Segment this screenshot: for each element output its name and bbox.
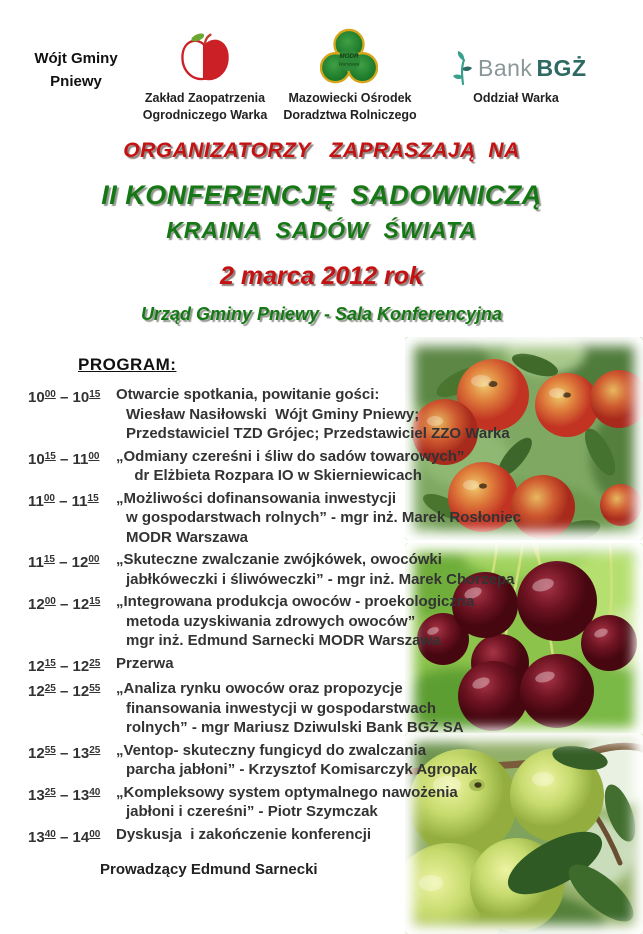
program-item-description [116,385,588,444]
zzo-caption [136,90,274,124]
bgz-brand-abbr: BGŻ [536,54,587,81]
program-item-description [116,825,588,848]
program-item-line: „Skuteczne zwalczanie zwójkówek, owocówki [116,551,442,568]
program-item [28,783,588,822]
program-item-description [116,447,588,486]
zzo-caption-line1: Zakład Zaopatrzenia [144,91,266,105]
program-heading: PROGRAM: [78,355,177,374]
venue-title: Urząd Gminy Pniewy - Sala Konferencyjna [140,304,503,324]
program-item-line: rolnych” - mgr Mariusz Dziwulski Bank BGŻ SA [126,719,464,736]
program-item [28,679,588,738]
modr-inner-text2: Warszawa [338,61,360,67]
program-item-line: MODR Warszawa [126,528,248,546]
program-item-line: „Kompleksowy system optymalnego nawożenia [116,783,458,801]
program-item [28,385,588,444]
host-line: Prowadzący Edmund Sarnecki [100,861,318,878]
modr-caption [280,90,420,124]
date-title: 2 marca 2012 rok [220,262,423,290]
program-item-time: $11^{15} - 12^{00}$ [28,554,100,571]
program-item-time: $12^{25} - 12^{55}$ [28,683,101,700]
program-item-description [116,489,588,548]
bgz-logo [452,50,587,86]
program-item [28,741,588,780]
zzo-caption-line2: Ogrodniczego Warka [142,108,268,122]
bgz-sprout-icon [452,50,474,86]
program-item-description [116,679,588,738]
program-item-description [116,654,588,677]
program-list [28,385,588,847]
bgz-brand-word: Bank [478,54,533,81]
program-item [28,825,588,848]
program-item-line: Wiesław Nasiłowski Wójt Gminy Pniewy; [126,405,420,423]
program-item-line: „Możliwości dofinansowania inwestycji [116,489,397,507]
program-item-line: Dyskusja i zakończenie konferencji [116,825,372,843]
program-item-line: dr Elżbieta Rozpara IO w Skierniewicach [126,467,422,484]
program-item-line: mgr inż. Edmund Sarnecki MODR Warszawa [126,632,441,649]
program-item-description [116,783,588,822]
left-organizer-line1: Wójt Gminy [34,50,118,67]
left-organizer-title [16,47,136,93]
program-item-description [116,741,588,780]
program-item-line: jabłkóweczki i śliwóweczki” - mgr inż. Marek Chorzepa [126,570,515,588]
program-item [28,489,588,548]
program-item-description [116,592,588,651]
program-item-line: parcha jabłoni” - Krzysztof Komisarczyk Agropak [126,761,478,778]
conference-title: II KONFERENCJĘ SADOWNICZĄ [101,180,542,210]
program-item [28,447,588,486]
program-item-time: $12^{55} - 13^{25}$ [28,744,101,762]
theme-title: KRAINA SADÓW ŚWIATA [166,217,477,243]
program-item-time: $13^{40} - 14^{00}$ [28,828,101,846]
modr-inner-text1: MODR [339,53,359,60]
program-item-line: „Ventop- skuteczny fungicyd do zwalczania [116,741,427,759]
program-item [28,654,588,677]
program-item-time: $11^{00} - 11^{15}$ [28,492,99,510]
program-item-line: w gospodarstwach rolnych” - mgr inż. Marek Rosłoniec [126,509,522,526]
program-item-line: Otwarcie spotkania, powitanie gości: [116,386,380,403]
program-item-time: $12^{00} - 12^{15}$ [28,596,101,613]
program-item-line: finansowania inwestycji w gospodarstwach [126,699,437,717]
program-item [28,592,588,651]
program-item-line: jabłoni i czereśni” - Piotr Szymczak [126,803,378,820]
program-item-line: „Analiza rynku owoców oraz propozycje [116,680,403,697]
program-item-description [116,550,588,589]
program-item-time: $13^{25} - 13^{40}$ [28,786,101,804]
program-item-time: $12^{15} - 12^{25}$ [28,657,101,675]
modr-caption-line2: Doradztwa Rolniczego [283,108,417,122]
zzo-apple-logo-icon [178,31,232,88]
bgz-caption: Oddział Warka [473,91,559,105]
program-item-time: $10^{15} - 11^{00}$ [28,450,100,468]
modr-trefoil-logo-icon [320,28,378,88]
invite-title: ORGANIZATORZY ZAPRASZAJĄ NA [123,139,520,162]
modr-caption-line1: Mazowiecki Ośrodek [288,91,412,105]
program-item-time: $10^{00} - 10^{15}$ [28,389,101,406]
program-item-line: „Odmiany czereśni i śliw do sadów towarowych” [116,447,465,465]
program-item-line: Przedstawiciel TZD Grójec; Przedstawiciel ZZO Warka [126,425,510,442]
left-organizer-line2: Pniewy [50,73,102,90]
program-section [28,355,588,878]
program-item [28,550,588,589]
program-item-line: metoda uzyskiwania zdrowych owoców” [126,612,416,630]
program-item-line: Przerwa [116,654,174,672]
program-item-line: „Integrowana produkcja owoców - proekologiczna [116,593,475,610]
